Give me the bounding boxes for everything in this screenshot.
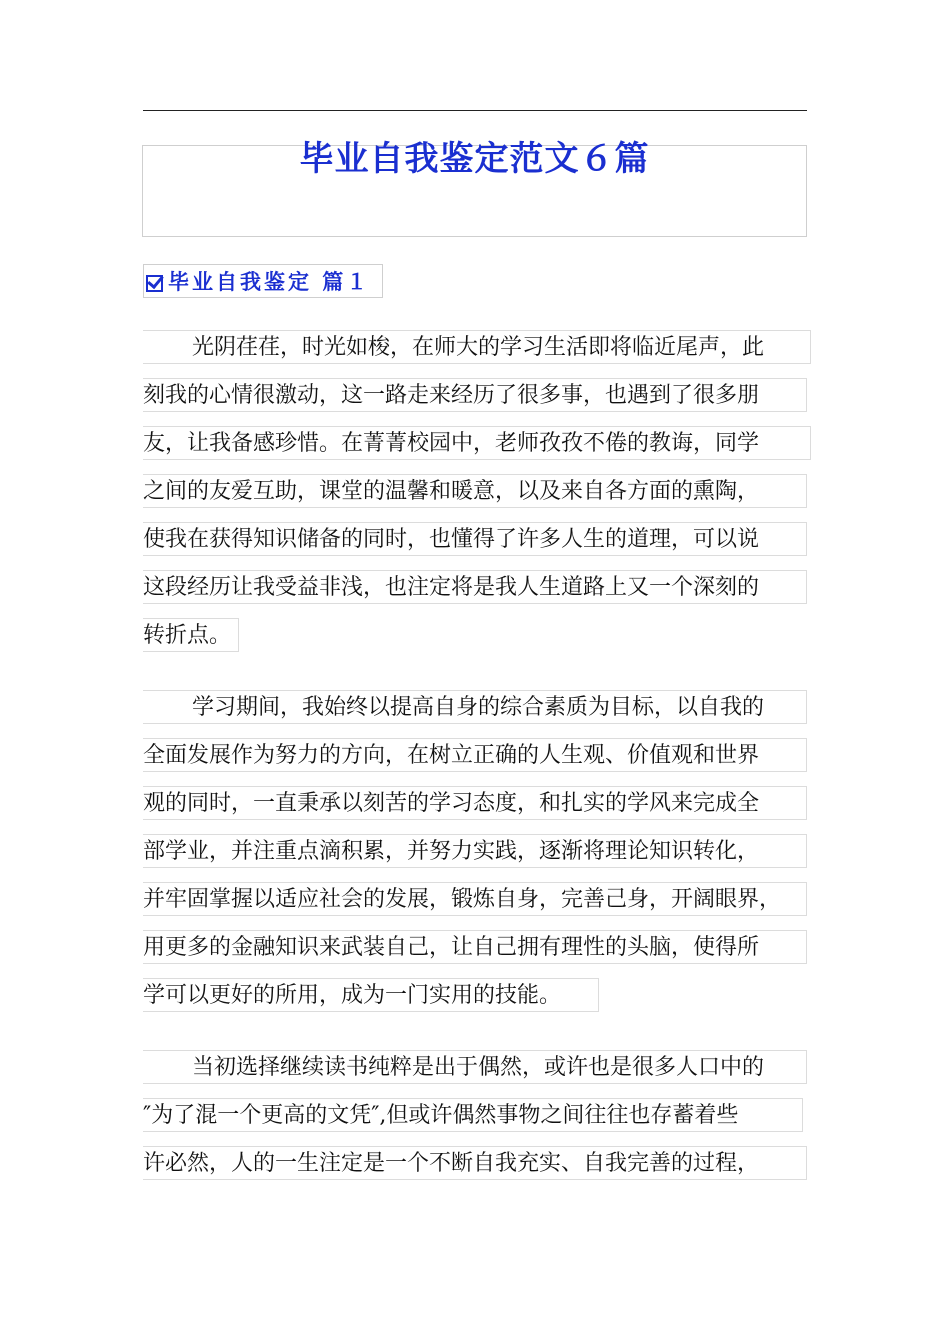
paragraph-1-line-7: 转折点。 — [143, 618, 239, 652]
paragraph-2-line-1: 学习期间，我始终以提高自身的综合素质为目标，以自我的 — [143, 690, 807, 724]
paragraph-2-line-7: 学可以更好的所用，成为一门实用的技能。 — [143, 978, 599, 1012]
paragraph-2-line-2: 全面发展作为努力的方向，在树立正确的人生观、价值观和世界 — [143, 738, 807, 772]
section-heading — [143, 264, 383, 298]
paragraph-1-line-2: 刻我的心情很激动，这一路走来经历了很多事，也遇到了很多朋 — [143, 378, 807, 412]
paragraph-1-line-3: 友，让我备感珍惜。在菁菁校园中，老师孜孜不倦的教诲，同学 — [143, 426, 811, 460]
paragraph-2-line-3: 观的同时，一直秉承以刻苦的学习态度，和扎实的学风来完成全 — [143, 786, 807, 820]
section-heading-text: 毕业自我鉴定 篇１ — [168, 270, 371, 294]
paragraph-3-line-3: 许必然，人的一生注定是一个不断自我充实、自我完善的过程， — [143, 1146, 807, 1180]
paragraph-3-line-2: ″为了混一个更高的文凭″,但或许偶然事物之间往往也存蓄着些 — [143, 1098, 803, 1132]
paragraph-2-line-5: 并牢固掌握以适应社会的发展，锻炼自身，完善己身，开阔眼界， — [143, 882, 807, 916]
paragraph-1-line-5: 使我在获得知识储备的同时，也懂得了许多人生的道理，可以说 — [143, 522, 807, 556]
paragraph-2-line-4: 部学业，并注重点滴积累，并努力实践，逐渐将理论知识转化， — [143, 834, 807, 868]
checkbox-checked-icon — [146, 275, 163, 292]
paragraph-1-line-6: 这段经历让我受益非浅，也注定将是我人生道路上又一个深刻的 — [143, 570, 807, 604]
paragraph-3-line-1: 当初选择继续读书纯粹是出于偶然，或许也是很多人口中的 — [143, 1050, 807, 1084]
paragraph-1-line-4: 之间的友爱互助，课堂的温馨和暖意，以及来自各方面的熏陶， — [143, 474, 807, 508]
header-rule — [143, 110, 807, 111]
paragraph-2-line-6: 用更多的金融知识来武装自己，让自己拥有理性的头脑，使得所 — [143, 930, 807, 964]
page-title: 毕业自我鉴定范文６篇 — [299, 139, 650, 179]
paragraph-1-line-1: 光阴荏荏，时光如梭，在师大的学习生活即将临近尾声，此 — [143, 330, 811, 364]
